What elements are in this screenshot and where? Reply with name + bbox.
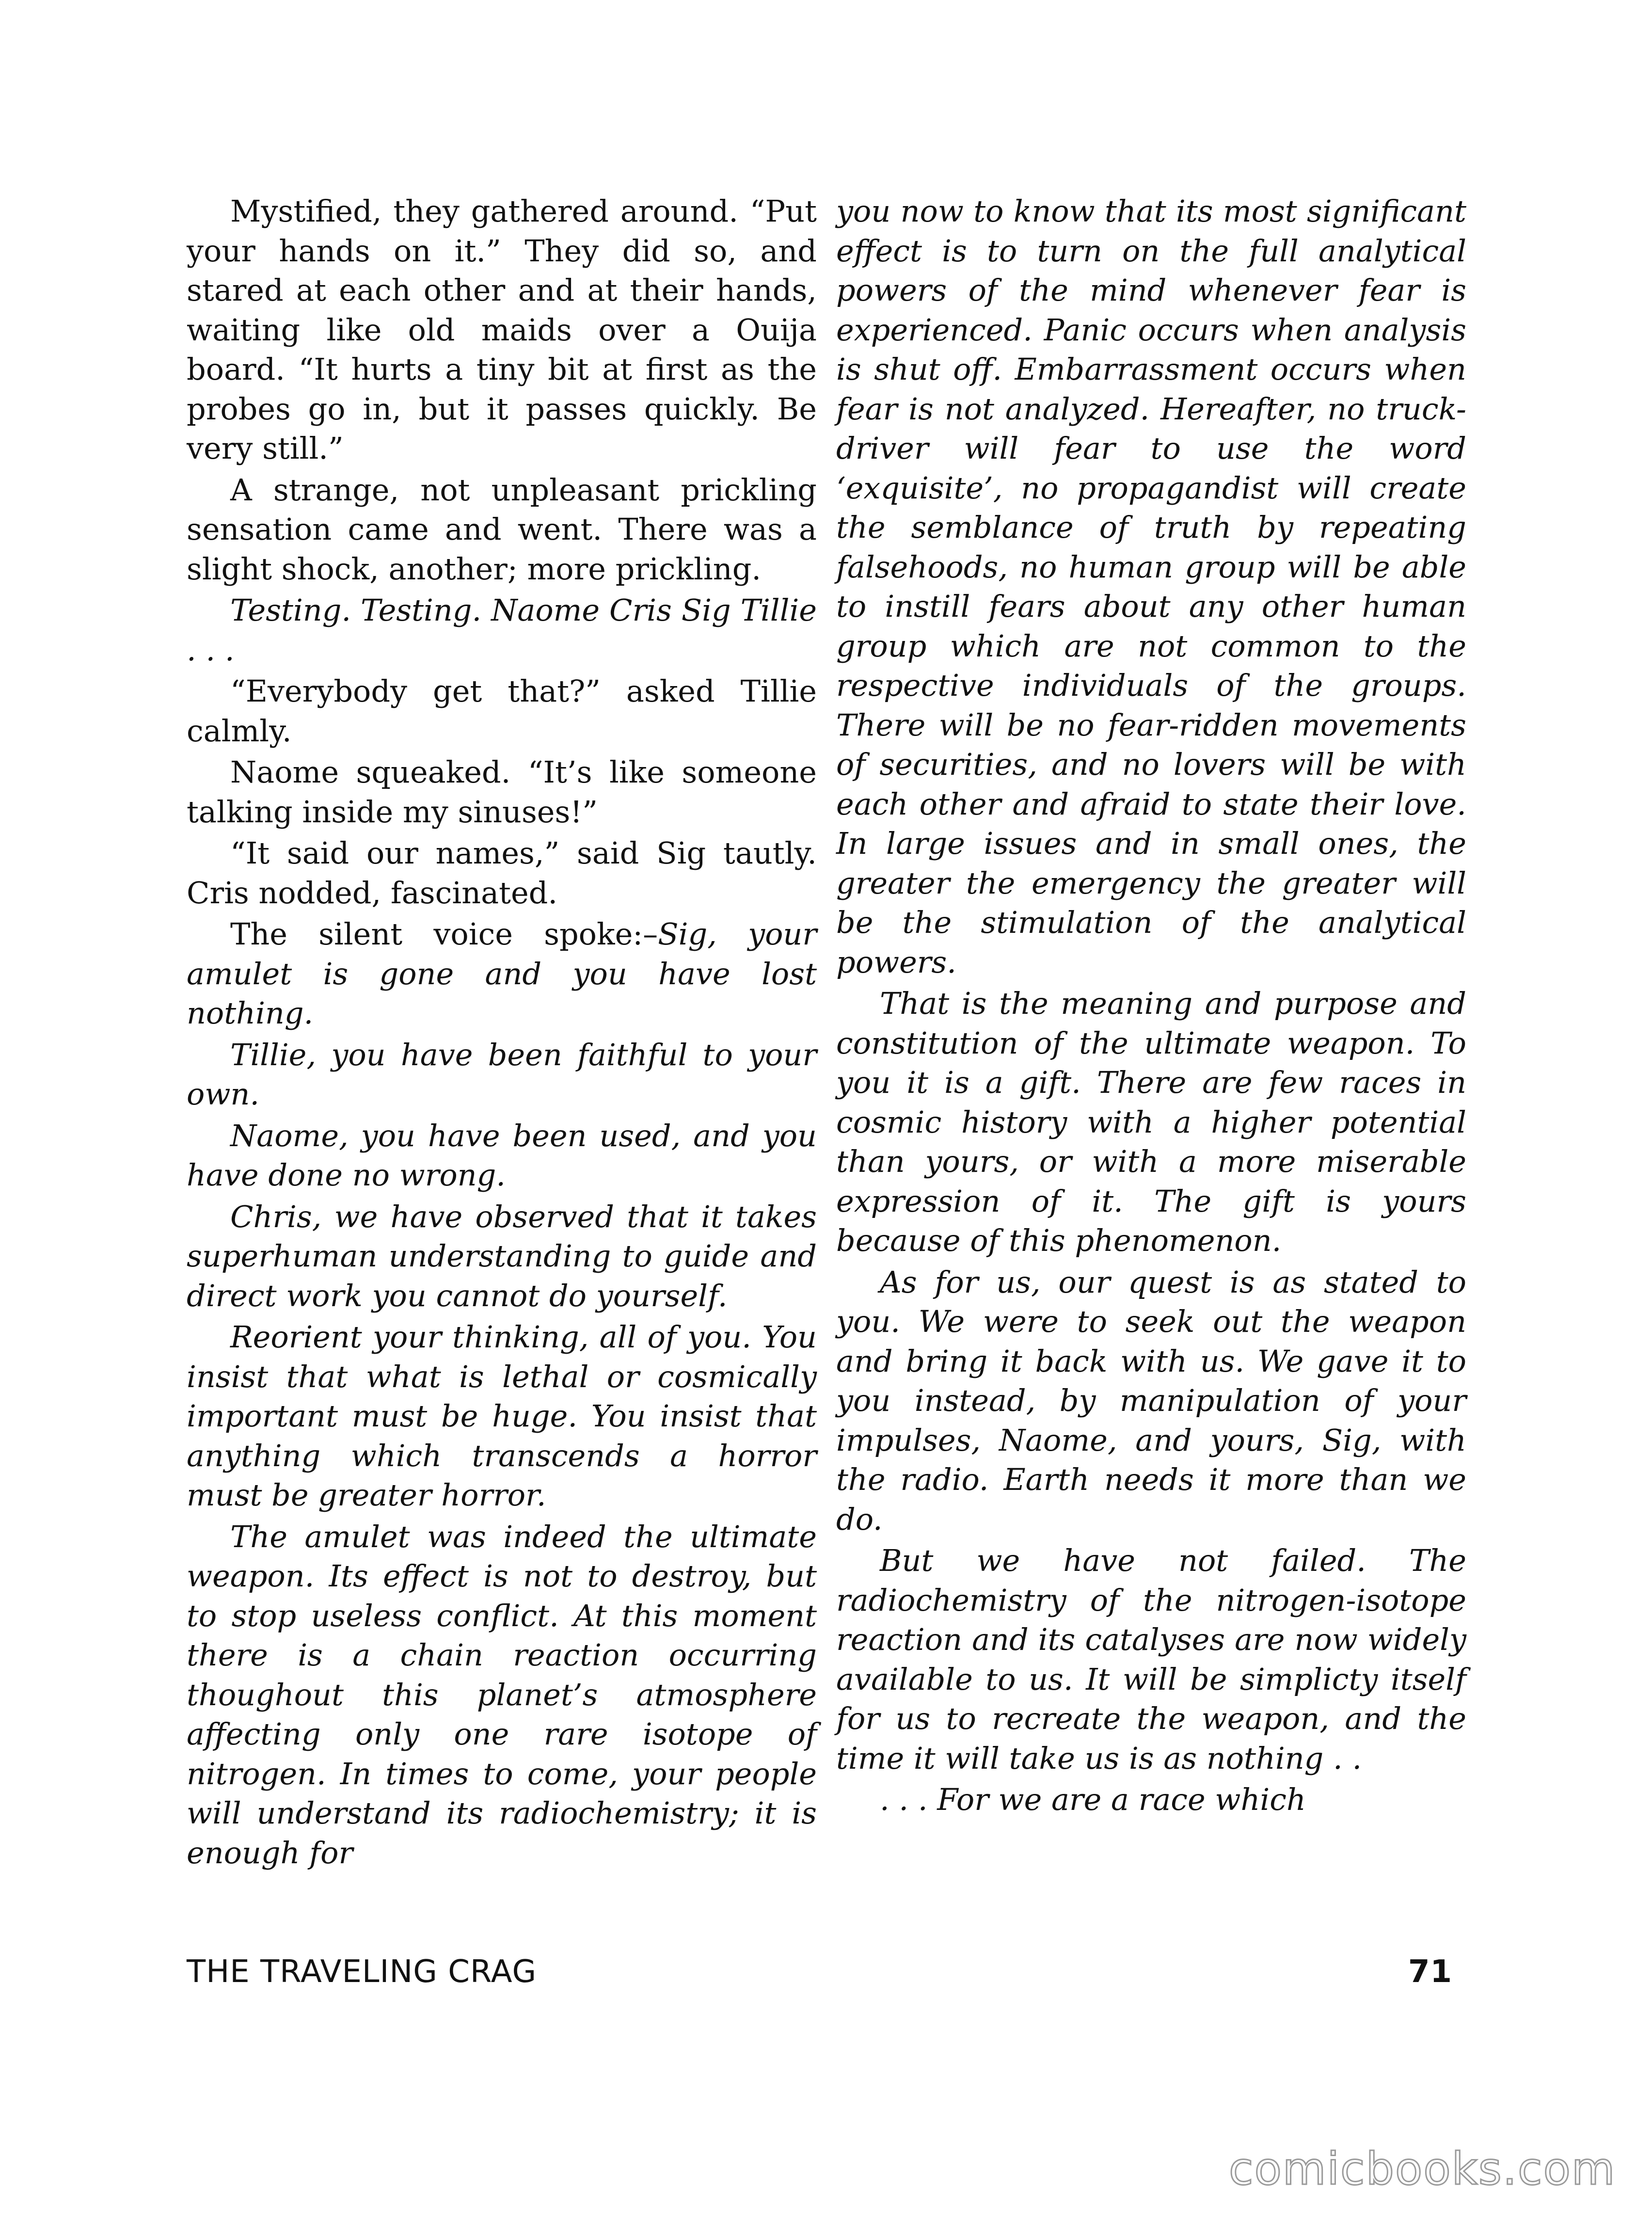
paragraph: That is the meaning and purpose and constitution of the ultimate weapon. To you it is a gift. There are few races in cosmic history with a higher potential than yours, or with a more miserable expression of it. The gift is yours because of this phenomenon. — [836, 986, 1466, 1258]
paragraph: Naome, you have been used, and you have done no wrong. — [187, 1118, 817, 1193]
paragraph: you now to know that its most significant effect is to turn on the full analytical powers of the mind whenever fear is experienced. Panic occurs when analysis is shut off. Embarrassment occurs when fear is not analyzed. Hereafter, no truck-driver will fear to use the word ‘exquisite’, no propagandist will create the semblance of truth by repeating falsehoods, no human group will be able to instill fears about any other human group which are not common to the respective individuals of the groups. There will be no fear-ridden movements of securities, and no lovers will be with each other and afraid to state their love. In large issues and in small ones, the greater the emergency the greater will be the stimulation of the analytical powers. — [836, 193, 1466, 980]
paragraph: A strange, not unpleasant prickling sensation came and went. There was a slight shock, another; more prickling. — [187, 472, 817, 587]
paragraph: Chris, we have observed that it takes superhuman understanding to guide and direct work you cannot do yourself. — [187, 1199, 817, 1313]
paragraph: Naome squeaked. “It’s like someone talking inside my sinuses!” — [187, 754, 817, 830]
running-footer-title: THE TRAVELING CRAG — [187, 1954, 537, 1990]
paragraph-italic-part: Sig, your amulet is gone and you have lost nothing. — [187, 916, 817, 1031]
paragraph: The amulet was indeed the ultimate weapon. Its effect is not to destroy, but to stop useless conflict. At this moment there is a chain reaction occurring thoughout this planet’s atmosphere affecting only one rare isotope of nitrogen. In times to come, your people will understand its radiochemistry; it is enough for — [187, 1519, 817, 1871]
paragraph: . . . For we are a race which — [880, 1782, 1306, 1817]
paragraph — [187, 914, 817, 1033]
paragraph: As for us, our quest is as stated to you. We were to seek out the weapon and bring it back with us. We gave it to you instead, by manipulation of your impulses, Naome, and yours, Sig, with the radio. Earth needs it more than we do. — [836, 1264, 1466, 1537]
paragraph: “Everybody get that?” asked Tillie calmly. — [187, 673, 817, 749]
paragraph: Testing. Testing. Naome Cris Sig Tillie . . . — [187, 592, 817, 668]
page-number: 71 — [1408, 1954, 1453, 1990]
paragraph: Mystified, they gathered around. “Put your hands on it.” They did so, and stared at each other and at their hands, waiting like old maids over a Ouija board. “It hurts a tiny bit at first as the probes go in, but it passes quickly. Be very still.” — [187, 193, 817, 466]
paragraph: Tillie, you have been faithful to your own. — [187, 1037, 817, 1112]
paragraph-roman-part: The silent voice spoke:– — [230, 916, 658, 952]
right-text-column — [836, 192, 1466, 1822]
paragraph: But we have not failed. The radiochemistry of the nitrogen-isotope reaction and its catalyses are now widely available to us. It will be simplicty itself for us to recreate the weapon, and the time it will take us is as nothing . . — [836, 1543, 1466, 1776]
watermark: comicbooks.com — [1229, 2143, 1616, 2195]
paragraph: Reorient your thinking, all of you. You insist that what is lethal or cosmically important must be huge. You insist that anything which transcends a horror must be greater horror. — [187, 1319, 817, 1513]
paragraph: “It said our names,” said Sig tautly. Cris nodded, fascinated. — [187, 835, 817, 911]
left-text-column — [187, 192, 817, 1874]
